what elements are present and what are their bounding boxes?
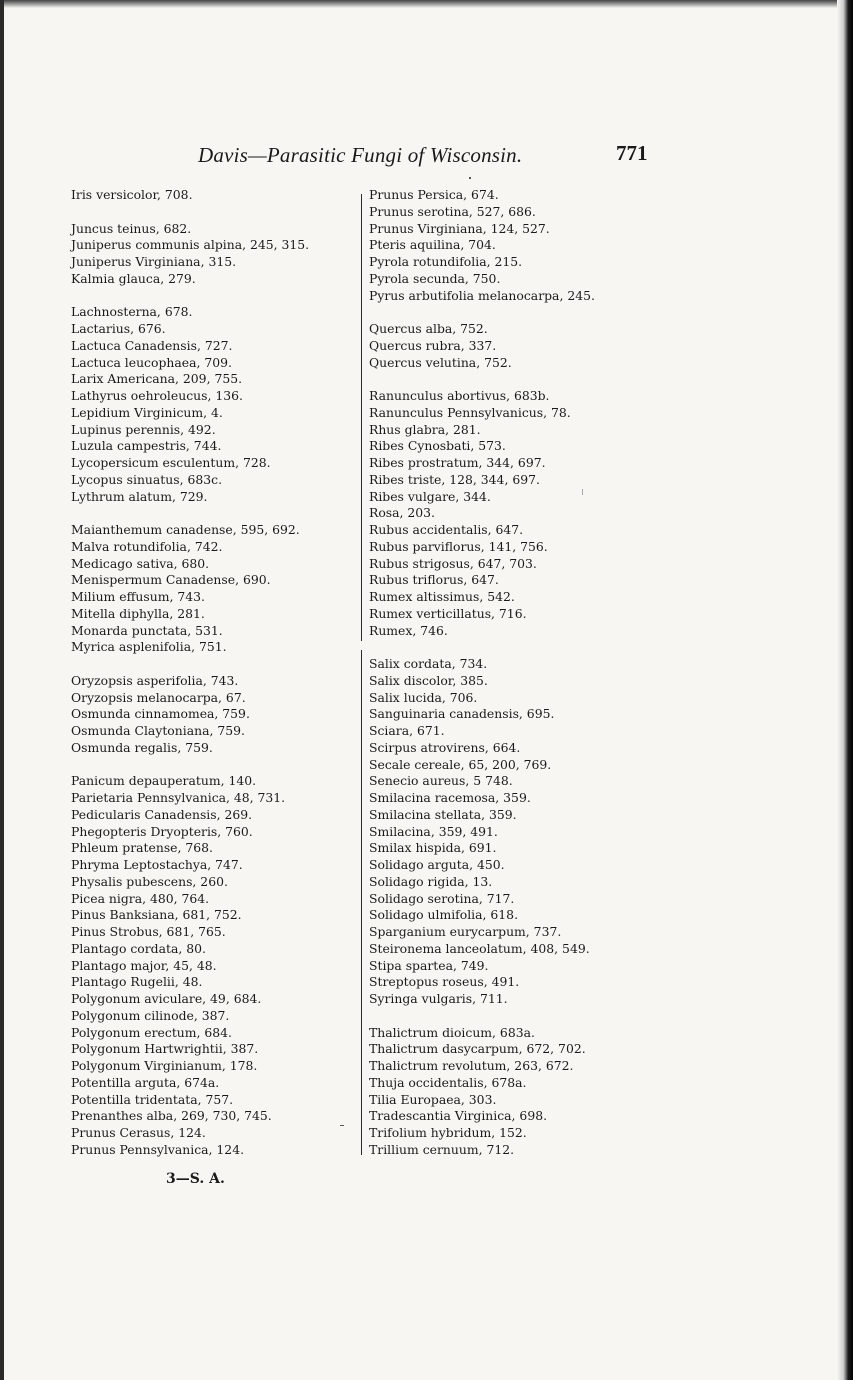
section-gap <box>369 371 595 388</box>
index-entry: Lactuca leucophaea, 709. <box>71 354 232 370</box>
index-entry: Ranunculus abortivus, 683b. <box>369 388 550 403</box>
index-entry: Rubus strigosus, 647, 703. <box>369 555 537 571</box>
index-entry: Thalictrum revolutum, 263, 672. <box>369 1058 574 1073</box>
index-entry: Juniperus communis alpina, 245, 315. <box>71 237 310 253</box>
index-entry: Rumex altissimus, 542. <box>369 589 515 604</box>
index-entry: Potentilla tridentata, 757. <box>71 1091 234 1107</box>
index-entry: Prunus Persica, 674. <box>369 187 499 202</box>
index-entry: Ribes triste, 128, 344, 697. <box>369 471 540 487</box>
index-entry: Plantago major, 45, 48. <box>71 957 217 973</box>
section-gap <box>369 304 595 321</box>
index-entry: Menispermum Canadense, 690. <box>71 572 271 588</box>
index-entry: Prenanthes alba, 269, 730, 745. <box>71 1108 272 1124</box>
index-entry: Thuja occidentalis, 678a. <box>369 1074 527 1090</box>
index-entry: Mitella diphylla, 281. <box>71 605 205 621</box>
index-entry: Lupinus perennis, 492. <box>71 421 216 437</box>
index-entry: Lycopersicum esculentum, 728. <box>71 455 271 470</box>
index-entry: Potentilla arguta, 674a. <box>71 1074 220 1090</box>
index-entry: Prunus Virginiana, 124, 527. <box>369 220 550 236</box>
index-entry: Pedicularis Canadensis, 269. <box>71 806 253 822</box>
index-entry: Salix cordata, 734. <box>369 656 488 671</box>
index-entry: Smilax hispida, 691. <box>369 840 497 856</box>
index-entry: Lactarius, 676. <box>71 321 166 336</box>
scan-left-edge <box>0 0 4 1380</box>
scan-right-edge <box>837 0 853 1380</box>
index-entry: Tradescantia Virginica, 698. <box>369 1108 548 1124</box>
index-entry: Osmunda Claytoniana, 759. <box>71 723 245 738</box>
index-entry: Trifolium hybridum, 152. <box>369 1125 527 1140</box>
index-entry: Medicago sativa, 680. <box>71 555 210 571</box>
index-entry: Kalmia glauca, 279. <box>71 270 196 286</box>
section-gap <box>369 639 595 656</box>
index-entry: Rubus parviflorus, 141, 756. <box>369 538 548 554</box>
index-entry: Plantago cordata, 80. <box>71 940 206 956</box>
index-entry: Pyrus arbutifolia melanocarpa, 245. <box>369 287 595 303</box>
index-entry: Tilia Europaea, 303. <box>369 1091 497 1107</box>
index-entry: Juncus teinus, 682. <box>71 220 192 236</box>
index-entry: Pyrola secunda, 750. <box>369 270 501 286</box>
signature-mark: 3—S. A. <box>166 1171 225 1187</box>
index-entry: Quercus velutina, 752. <box>369 354 512 370</box>
index-entry: Senecio aureus, 5 748. <box>369 773 513 789</box>
index-entry: Salix lucida, 706. <box>369 689 478 705</box>
index-entry: Panicum depauperatum, 140. <box>71 773 257 789</box>
index-entry: Myrica asplenifolia, 751. <box>71 639 227 655</box>
scan-speck <box>340 1125 344 1126</box>
index-entry: Solidago serotina, 717. <box>369 890 515 906</box>
index-entry: Juniperus Virginiana, 315. <box>71 254 237 269</box>
index-entry: Thalictrum dioicum, 683a. <box>369 1024 535 1040</box>
index-entry: Polygonum Hartwrightii, 387. <box>71 1041 259 1057</box>
scan-top-edge <box>0 0 853 8</box>
index-entry: Smilacina, 359, 491. <box>369 823 498 839</box>
index-entry: Thalictrum dasycarpum, 672, 702. <box>369 1041 586 1057</box>
index-entry: Ribes vulgare, 344. <box>369 488 491 504</box>
index-entry: Rubus accidentalis, 647. <box>369 522 524 537</box>
index-entry: Lycopus sinuatus, 683c. <box>71 471 223 487</box>
index-entry: Prunus serotina, 527, 686. <box>369 203 536 219</box>
index-entry: Streptopus roseus, 491. <box>369 974 520 990</box>
index-entry: Plantago Rugelii, 48. <box>71 974 203 990</box>
section-gap <box>71 757 309 774</box>
index-entry: Smilacina racemosa, 359. <box>369 790 531 805</box>
index-entry: Prunus Cerasus, 124. <box>71 1125 206 1140</box>
index-entry: Secale cereale, 65, 200, 769. <box>369 756 552 772</box>
section-gap <box>71 288 309 305</box>
index-entry: Smilacina stellata, 359. <box>369 806 517 822</box>
page-number: 771 <box>616 141 648 165</box>
section-gap <box>71 204 309 221</box>
index-entry: Maianthemum canadense, 595, 692. <box>71 522 300 537</box>
index-entry: Pinus Strobus, 681, 765. <box>71 924 226 939</box>
index-entry: Rosa, 203. <box>369 505 436 521</box>
index-entry: Lachnosterna, 678. <box>71 304 193 320</box>
index-entry: Pteris aquilina, 704. <box>369 237 496 253</box>
index-entry: Rubus triflorus, 647. <box>369 572 499 588</box>
index-entry: Salix discolor, 385. <box>369 672 488 688</box>
index-entry: Oryzopsis melanocarpa, 67. <box>71 689 246 705</box>
index-entry: Ranunculus Pennsylvanicus, 78. <box>369 404 571 420</box>
index-entry: Pinus Banksiana, 681, 752. <box>71 907 242 923</box>
index-entry: Phryma Leptostachya, 747. <box>71 857 243 872</box>
index-entry: Picea nigra, 480, 764. <box>71 890 210 906</box>
index-entry: Luzula campestris, 744. <box>71 438 222 454</box>
section-gap <box>71 656 309 673</box>
index-column-right <box>369 187 595 1159</box>
index-entry: Ribes prostratum, 344, 697. <box>369 455 546 470</box>
index-entry: Parietaria Pennsylvanica, 48, 731. <box>71 790 286 805</box>
index-entry: Lepidium Virginicum, 4. <box>71 404 223 420</box>
section-gap <box>369 1008 595 1025</box>
index-entry: Iris versicolor, 708. <box>71 187 193 202</box>
index-entry: Syringa vulgaris, 711. <box>369 991 508 1006</box>
index-entry: Sparganium eurycarpum, 737. <box>369 924 562 939</box>
index-entry: Quercus rubra, 337. <box>369 337 497 353</box>
index-entry: Physalis pubescens, 260. <box>71 873 228 889</box>
index-entry: Scirpus atrovirens, 664. <box>369 739 521 755</box>
index-entry: Polygonum erectum, 684. <box>71 1024 232 1040</box>
index-entry: Trillium cernuum, 712. <box>369 1141 515 1157</box>
index-entry: Polygonum aviculare, 49, 684. <box>71 991 262 1006</box>
scan-speck <box>469 177 471 179</box>
section-gap <box>71 505 309 522</box>
index-entry: Osmunda regalis, 759. <box>71 739 213 755</box>
column-divider-rule <box>361 650 362 1155</box>
column-divider-rule <box>361 194 362 641</box>
scan-speck <box>582 489 583 495</box>
index-entry: Lactuca Canadensis, 727. <box>71 337 233 353</box>
index-entry: Osmunda cinnamomea, 759. <box>71 706 250 722</box>
index-entry: Phleum pratense, 768. <box>71 840 213 856</box>
index-entry: Solidago ulmifolia, 618. <box>369 907 519 923</box>
index-column-left <box>71 187 309 1159</box>
index-entry: Phegopteris Dryopteris, 760. <box>71 823 253 839</box>
index-entry: Polygonum cilinode, 387. <box>71 1007 230 1023</box>
index-entry: Quercus alba, 752. <box>369 321 488 336</box>
index-entry: Solidago rigida, 13. <box>369 873 493 889</box>
index-entry: Oryzopsis asperifolia, 743. <box>71 672 239 688</box>
index-entry: Ribes Cynosbati, 573. <box>369 438 506 454</box>
index-entry: Polygonum Virginianum, 178. <box>71 1058 258 1073</box>
index-entry: Lythrum alatum, 729. <box>71 488 208 504</box>
index-entry: Rumex, 746. <box>369 622 448 638</box>
index-entry: Stipa spartea, 749. <box>369 957 489 973</box>
index-entry: Sciara, 671. <box>369 723 445 738</box>
index-entry: Malva rotundifolia, 742. <box>71 538 223 554</box>
index-entry: Larix Americana, 209, 755. <box>71 371 243 387</box>
running-title: Davis—Parasitic Fungi of Wisconsin. <box>198 143 523 167</box>
index-entry: Milium effusum, 743. <box>71 589 205 604</box>
index-entry: Sanguinaria canadensis, 695. <box>369 706 555 722</box>
index-entry: Pyrola rotundifolia, 215. <box>369 254 523 269</box>
index-entry: Rumex verticillatus, 716. <box>369 605 527 621</box>
index-entry: Lathyrus oehroleucus, 136. <box>71 388 243 403</box>
index-entry: Prunus Pennsylvanica, 124. <box>71 1141 245 1157</box>
index-entry: Rhus glabra, 281. <box>369 421 481 437</box>
index-entry: Steironema lanceolatum, 408, 549. <box>369 940 590 956</box>
index-entry: Monarda punctata, 531. <box>71 622 223 638</box>
index-entry: Solidago arguta, 450. <box>369 857 505 872</box>
